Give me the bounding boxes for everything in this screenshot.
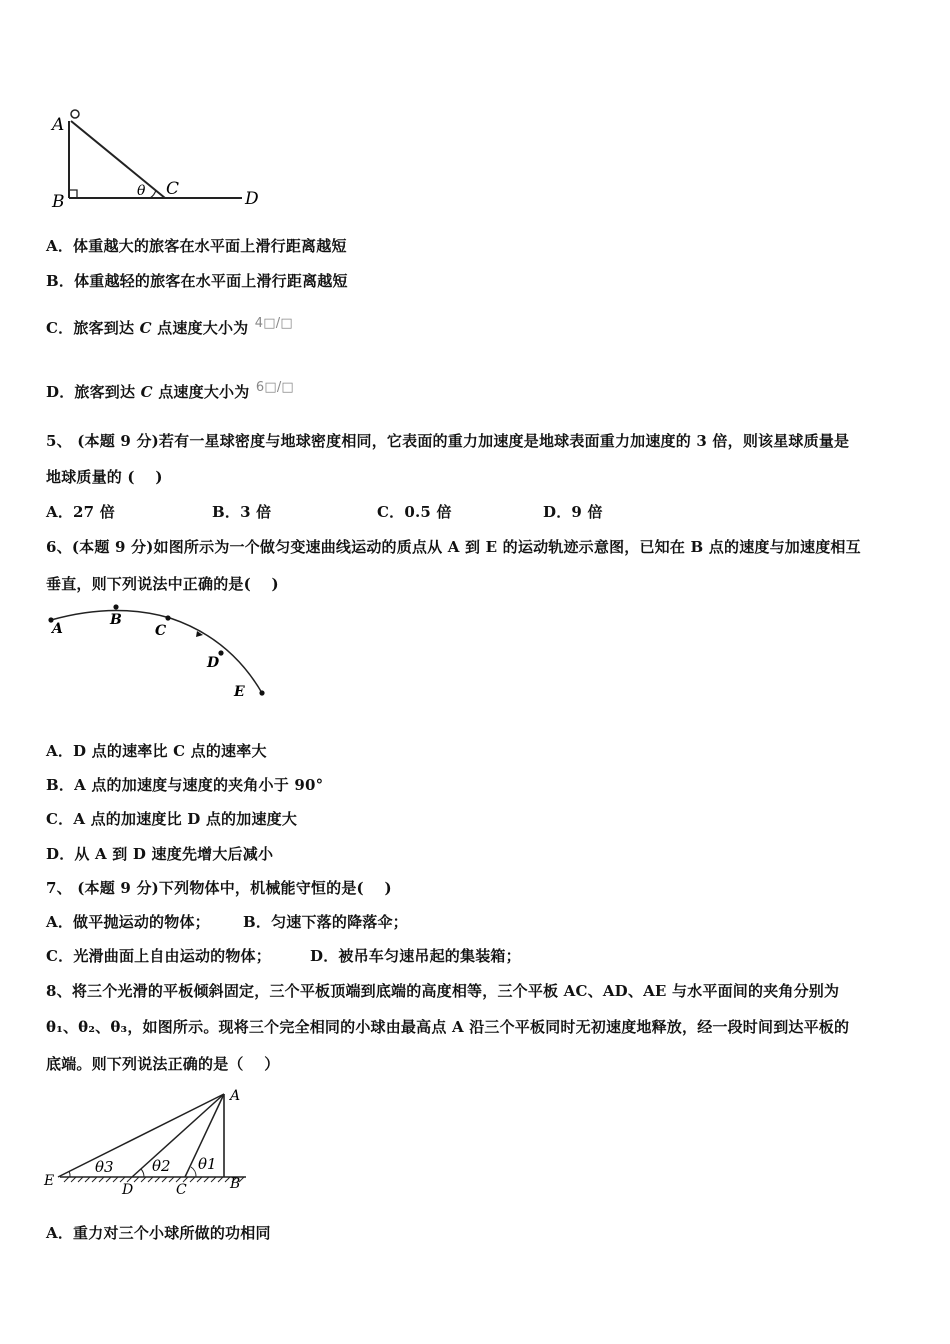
q5-stem-line1: 5、 (本题 9 分)若有一星球密度与地球密度相同，它表面的重力加速度是地球表面重力加速度的 3 倍，则该星球质量是	[46, 432, 850, 450]
q4-option-c-suffix: 点速度大小为	[157, 319, 249, 337]
planes-diagram	[40, 1082, 260, 1197]
label-C: C	[166, 179, 180, 199]
q7-option-a: A．做平抛运动的物体；	[46, 913, 210, 931]
label-B: B	[230, 1176, 241, 1192]
trajectory-diagram	[40, 600, 280, 705]
q7-option-b: B．匀速下落的降落伞；	[243, 913, 408, 931]
q8-stem-line2: θ₁、θ₂、θ₃，如图所示。现将三个完全相同的小球由最高点 A 沿三个平板同时无初速度地释放，经一段时间到达平板的	[46, 1018, 850, 1036]
q5-option-b: B．3 倍	[212, 503, 272, 521]
label-E: E	[234, 684, 245, 700]
q6-stem-line2: 垂直，则下列说法中正确的是( )	[46, 575, 279, 593]
q7-stem: 7、 (本题 9 分)下列物体中，机械能守恒的是( )	[46, 879, 392, 897]
label-theta2: θ2	[152, 1157, 171, 1175]
q4-option-d-value: 6□/□	[255, 380, 294, 395]
label-theta: θ	[137, 183, 146, 199]
arc-theta2	[141, 1169, 144, 1177]
label-D: D	[122, 1182, 134, 1197]
trajectory-figure	[40, 600, 280, 705]
label-D: D	[207, 655, 220, 671]
point-d	[218, 650, 223, 655]
q6-option-a: A．D 点的速率比 C 点的速率大	[46, 742, 267, 760]
label-A: A	[52, 621, 63, 637]
arc-theta1	[191, 1167, 196, 1177]
q4-option-c	[46, 316, 293, 338]
q8-stem-line3: 底端。则下列说法正确的是（ ）	[46, 1055, 280, 1073]
q4-option-d-suffix: 点速度大小为	[158, 383, 250, 401]
label-A: A	[52, 115, 65, 135]
q5-option-a: A．27 倍	[46, 503, 115, 521]
arc-theta3	[69, 1171, 70, 1177]
label-E: E	[44, 1173, 55, 1189]
q6-option-c: C．A 点的加速度比 D 点的加速度大	[46, 810, 298, 828]
label-D: D	[245, 189, 259, 209]
q5-option-d: D．9 倍	[543, 503, 603, 521]
q4-option-d-prefix: D．旅客到达	[46, 383, 136, 401]
label-C: C	[176, 1182, 187, 1197]
q5-option-c: C．0.5 倍	[377, 503, 452, 521]
q8-stem-line1: 8、将三个光滑的平板倾斜固定，三个平板顶端到底端的高度相等，三个平板 AC、AD、AE 与水平面间的夹角分别为	[46, 982, 840, 1000]
passenger-ball	[71, 110, 79, 118]
q4-option-d-var: C	[140, 383, 153, 401]
label-B: B	[110, 612, 122, 628]
point-c	[165, 615, 170, 620]
q6-option-b: B．A 点的加速度与速度的夹角小于 90°	[46, 776, 324, 794]
q6-stem-line1: 6、(本题 9 分)如图所示为一个做匀变速曲线运动的质点从 A 到 E 的运动轨迹示意图，已知在 B 点的速度与加速度相互	[46, 538, 861, 556]
incline-figure	[46, 104, 276, 214]
q7-option-c: C．光滑曲面上自由运动的物体；	[46, 947, 271, 965]
q8-option-a: A．重力对三个小球所做的功相同	[46, 1224, 271, 1242]
label-A: A	[230, 1088, 241, 1104]
right-angle-mark	[69, 190, 77, 198]
label-theta3: θ3	[95, 1158, 114, 1176]
planes-figure	[40, 1082, 260, 1197]
angle-arc	[150, 190, 156, 198]
q4-option-c-value: 4□/□	[254, 316, 293, 331]
point-b	[113, 604, 118, 609]
label-theta1: θ1	[198, 1155, 217, 1173]
incline-diagram	[46, 104, 276, 214]
q5-stem-line2: 地球质量的 ( )	[46, 468, 163, 486]
q4-option-c-var: C	[139, 319, 152, 337]
q4-option-b: B．体重越轻的旅客在水平面上滑行距离越短	[46, 272, 348, 290]
q6-option-d: D．从 A 到 D 速度先增大后减小	[46, 845, 274, 863]
label-B: B	[52, 192, 65, 212]
incline-line	[71, 121, 165, 198]
q4-option-d	[46, 380, 294, 402]
q7-option-d: D．被吊车匀速吊起的集装箱；	[310, 947, 521, 965]
q4-option-c-prefix: C．旅客到达	[46, 319, 135, 337]
q4-option-a: A．体重越大的旅客在水平面上滑行距离越短	[46, 237, 347, 255]
label-C: C	[155, 623, 167, 639]
point-e	[259, 690, 264, 695]
